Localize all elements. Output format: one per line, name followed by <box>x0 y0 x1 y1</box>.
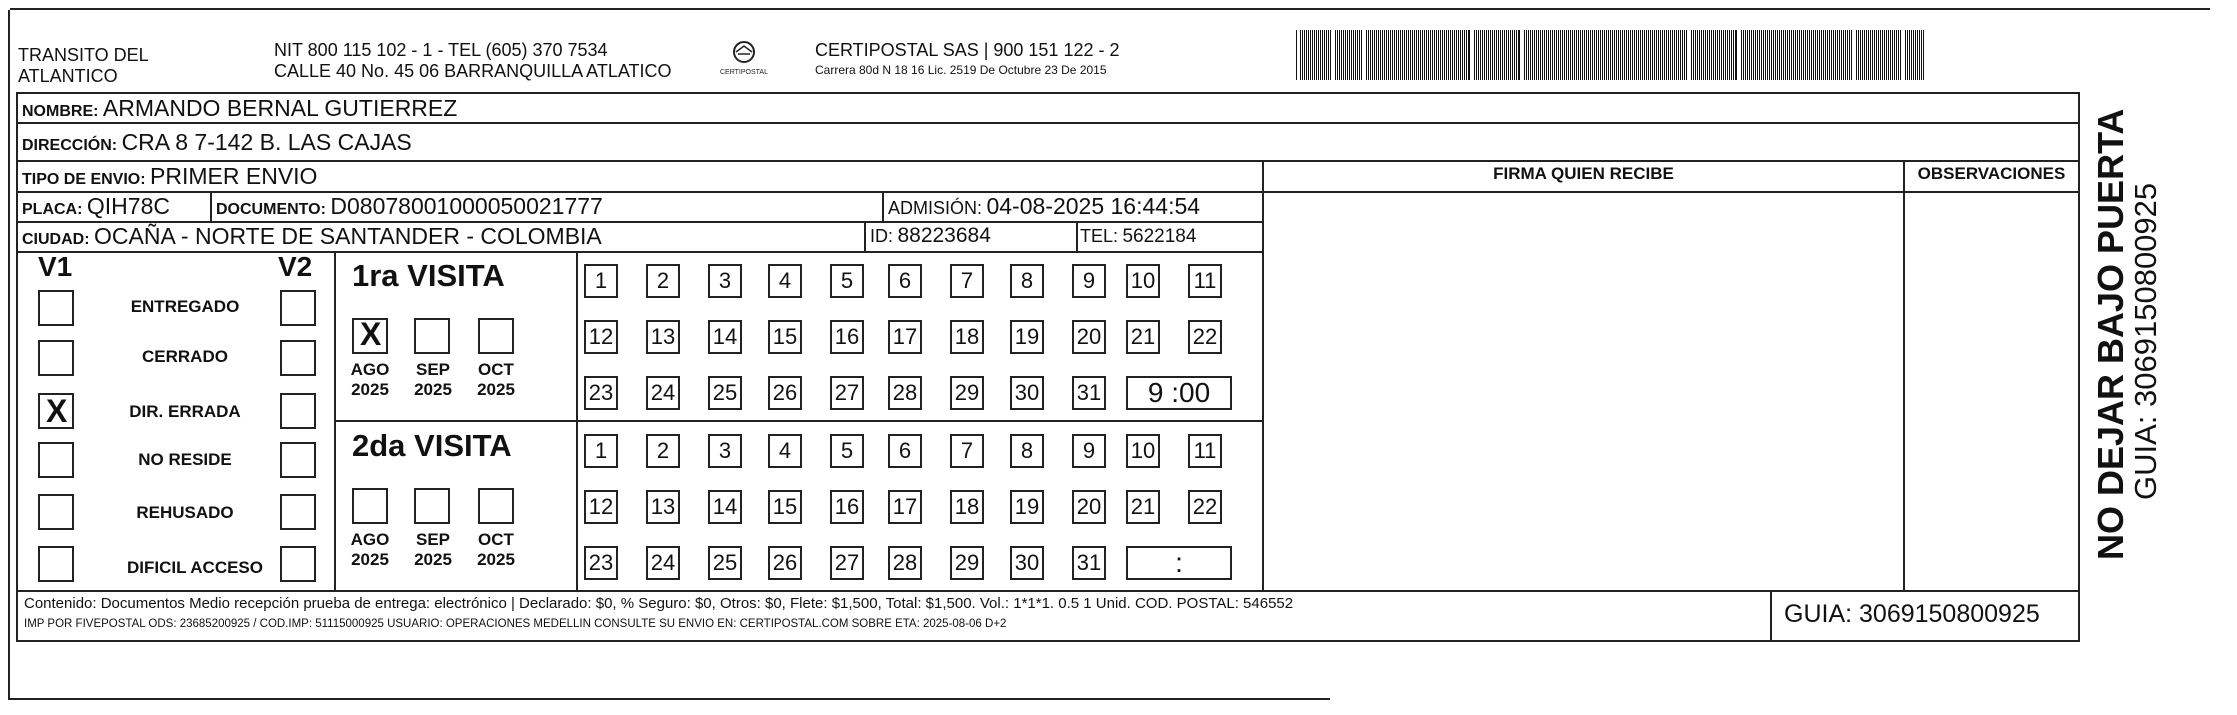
id-label: ID: <box>870 226 894 246</box>
first-month-ago-mark: X <box>360 316 382 352</box>
documento-label: DOCUMENTO: <box>216 201 326 218</box>
firma-left-border <box>1262 160 1264 592</box>
placa-label: PLACA: <box>22 201 83 218</box>
first-month-sep-label: SEP 2025 <box>414 360 452 399</box>
second-day-11[interactable]: 11 <box>1188 434 1222 468</box>
placa-value: QIH78C <box>86 193 170 219</box>
v1-dir-errada-checkbox[interactable] <box>38 393 74 429</box>
state-dificil-acceso: DIFICIL ACCESO <box>126 558 263 577</box>
first-day-5[interactable]: 5 <box>830 264 864 298</box>
admision-label: ADMISIÓN: <box>888 198 983 218</box>
first-day-26[interactable]: 26 <box>768 376 802 410</box>
second-day-30[interactable]: 30 <box>1010 546 1044 580</box>
state-dir-errada: DIR. ERRADA <box>129 402 241 421</box>
second-day-4[interactable]: 4 <box>768 434 802 468</box>
first-day-4[interactable]: 4 <box>768 264 802 298</box>
tel-label: TEL: <box>1080 226 1119 246</box>
v2-header: V2 <box>278 251 313 282</box>
first-day-30[interactable]: 30 <box>1010 376 1044 410</box>
second-day-7[interactable]: 7 <box>950 434 984 468</box>
second-day-24[interactable]: 24 <box>646 546 680 580</box>
second-day-9[interactable]: 9 <box>1072 434 1106 468</box>
side-guia: GUIA: 3069150800925 <box>2128 182 2163 500</box>
first-month-oct-checkbox[interactable] <box>478 318 514 354</box>
second-month-sep-label: SEP 2025 <box>414 530 452 569</box>
first-day-10[interactable]: 10 <box>1126 264 1160 298</box>
v1-header: V1 <box>38 251 73 282</box>
tel-value: 5622184 <box>1122 226 1197 247</box>
second-day-5[interactable]: 5 <box>830 434 864 468</box>
first-day-9[interactable]: 9 <box>1072 264 1106 298</box>
second-day-10[interactable]: 10 <box>1126 434 1160 468</box>
second-day-14[interactable]: 14 <box>708 490 742 524</box>
left-edge <box>8 10 10 700</box>
certipostal-logo <box>714 40 774 84</box>
sender-name: TRANSITO DEL ATLANTICO <box>18 45 149 86</box>
second-day-6[interactable]: 6 <box>888 434 922 468</box>
footer-guia: GUIA: 3069150800925 <box>1784 600 2040 628</box>
second-month-ago-checkbox[interactable] <box>352 488 388 524</box>
first-day-1[interactable]: 1 <box>584 264 618 298</box>
first-day-20[interactable]: 20 <box>1072 320 1106 354</box>
first-day-2[interactable]: 2 <box>646 264 680 298</box>
second-day-31[interactable]: 31 <box>1072 546 1106 580</box>
first-day-6[interactable]: 6 <box>888 264 922 298</box>
footer-guia-separator <box>1770 590 1772 641</box>
v1-dificil-acceso-checkbox[interactable] <box>38 546 74 582</box>
ciudad-field <box>22 222 602 254</box>
tel-separator <box>1076 221 1078 251</box>
admision-field <box>888 192 1200 224</box>
first-day-18[interactable]: 18 <box>950 320 984 354</box>
firma-header: FIRMA QUIEN RECIBE <box>1493 164 1674 183</box>
second-month-oct-checkbox[interactable] <box>478 488 514 524</box>
v2-no-reside-checkbox[interactable] <box>280 442 316 478</box>
v2-dificil-acceso-checkbox[interactable] <box>280 546 316 582</box>
tel-field <box>1080 222 1196 252</box>
admision-value: 04-08-2025 16:44:54 <box>986 193 1201 219</box>
v1-no-reside-checkbox[interactable] <box>38 442 74 478</box>
state-cerrado: CERRADO <box>142 347 228 366</box>
second-time-box[interactable]: : <box>1126 546 1232 580</box>
svg-text:CERTIPOSTAL: CERTIPOSTAL <box>720 69 768 76</box>
nombre-label: NOMBRE: <box>22 103 99 120</box>
row-line-2 <box>16 160 2080 162</box>
second-month-sep-checkbox[interactable] <box>414 488 450 524</box>
id-field <box>870 222 991 252</box>
first-day-28[interactable]: 28 <box>888 376 922 410</box>
second-month-oct-label: OCT 2025 <box>477 530 515 569</box>
second-day-21[interactable]: 21 <box>1126 490 1160 524</box>
first-day-7[interactable]: 7 <box>950 264 984 298</box>
barcode <box>1296 30 1926 80</box>
id-value: 88223684 <box>897 224 991 247</box>
v2-dir-errada-checkbox[interactable] <box>280 393 316 429</box>
first-day-8[interactable]: 8 <box>1010 264 1044 298</box>
second-day-16[interactable]: 16 <box>830 490 864 524</box>
second-day-28[interactable]: 28 <box>888 546 922 580</box>
second-day-18[interactable]: 18 <box>950 490 984 524</box>
v2-entregado-checkbox[interactable] <box>280 290 316 326</box>
second-day-13[interactable]: 13 <box>646 490 680 524</box>
first-day-22[interactable]: 22 <box>1188 320 1222 354</box>
second-day-17[interactable]: 17 <box>888 490 922 524</box>
tipo-envio-value: PRIMER ENVIO <box>150 163 318 189</box>
first-day-19[interactable]: 19 <box>1010 320 1044 354</box>
first-day-11[interactable]: 11 <box>1188 264 1222 298</box>
first-time-box[interactable]: 9 :00 <box>1126 376 1232 410</box>
documento-value: D08078001000050021777 <box>330 193 603 219</box>
second-day-20[interactable]: 20 <box>1072 490 1106 524</box>
direccion-value: CRA 8 7-142 B. LAS CAJAS <box>121 129 412 155</box>
first-month-oct-label: OCT 2025 <box>477 360 515 399</box>
state-no-reside: NO RESIDE <box>138 450 232 469</box>
state-rehusado: REHUSADO <box>136 503 234 522</box>
footer-imp-line: IMP POR FIVEPOSTAL ODS: 23685200925 / COD.IMP: 51115000925 USUARIO: OPERACIONES MEDELLIN CONSULTE SU ENVIO EN: CERTIPOSTAL.COM SOBRE ETA: 2025-08-06 D+2 <box>24 618 1007 630</box>
no-dejar-bajo-puerta: NO DEJAR BAJO PUERTA <box>2090 108 2131 560</box>
first-day-13[interactable]: 13 <box>646 320 680 354</box>
first-day-31[interactable]: 31 <box>1072 376 1106 410</box>
second-day-25[interactable]: 25 <box>708 546 742 580</box>
admision-separator <box>882 191 884 221</box>
first-day-15[interactable]: 15 <box>768 320 802 354</box>
bottom-edge <box>10 698 1330 700</box>
second-day-19[interactable]: 19 <box>1010 490 1044 524</box>
first-visit-title: 1ra VISITA <box>352 258 505 293</box>
second-day-23[interactable]: 23 <box>584 546 618 580</box>
first-day-14[interactable]: 14 <box>708 320 742 354</box>
id-separator <box>864 221 866 251</box>
state-entregado: ENTREGADO <box>130 297 240 316</box>
placa-separator <box>210 191 212 221</box>
v2-cerrado-checkbox[interactable] <box>280 340 316 376</box>
courier-info: CERTIPOSTAL SAS | 900 151 122 - 2 Carrera 80d N 18 16 Lic. 2519 De Octubre 23 De 2015 <box>815 40 1120 77</box>
second-day-27[interactable]: 27 <box>830 546 864 580</box>
tipo-envio-label: TIPO DE ENVIO: <box>22 171 146 188</box>
nombre-value: ARMANDO BERNAL GUTIERREZ <box>102 95 458 121</box>
observaciones-header: OBSERVACIONES <box>1917 164 2066 183</box>
documento-field <box>216 192 603 224</box>
first-day-17[interactable]: 17 <box>888 320 922 354</box>
second-day-26[interactable]: 26 <box>768 546 802 580</box>
second-visit-title: 2da VISITA <box>352 428 512 463</box>
v1-dir-errada-mark: X <box>46 393 68 429</box>
placa-field <box>22 192 170 224</box>
first-day-3[interactable]: 3 <box>708 264 742 298</box>
footer-content-line: Contenido: Documentos Medio recepción prueba de entrega: electrónico | Declarado: $0, % Seguro: $0, Otros: $0, Flete: $1,500, Total: $1,500. Vol.: 1*1*1. 0.5 1 Unid. COD. POSTAL: 546552 <box>24 595 1294 612</box>
first-day-16[interactable]: 16 <box>830 320 864 354</box>
ciudad-label: CIUDAD: <box>22 231 90 248</box>
first-day-24[interactable]: 24 <box>646 376 680 410</box>
form-left-border <box>16 92 18 642</box>
v1-entregado-checkbox[interactable] <box>38 290 74 326</box>
v2-rehusado-checkbox[interactable] <box>280 494 316 530</box>
second-day-29[interactable]: 29 <box>950 546 984 580</box>
direccion-row <box>22 128 412 160</box>
first-day-25[interactable]: 25 <box>708 376 742 410</box>
first-month-ago-label: AGO 2025 <box>350 360 390 399</box>
second-month-ago-label: AGO 2025 <box>350 530 390 569</box>
second-day-1[interactable]: 1 <box>584 434 618 468</box>
v1-rehusado-checkbox[interactable] <box>38 494 74 530</box>
v1-cerrado-checkbox[interactable] <box>38 340 74 376</box>
top-edge-left <box>10 8 2210 10</box>
visit-divider <box>336 420 1262 422</box>
second-day-8[interactable]: 8 <box>1010 434 1044 468</box>
first-day-29[interactable]: 29 <box>950 376 984 410</box>
observaciones-left-border <box>1903 160 1905 592</box>
first-day-12[interactable]: 12 <box>584 320 618 354</box>
first-day-27[interactable]: 27 <box>830 376 864 410</box>
first-day-21[interactable]: 21 <box>1126 320 1160 354</box>
second-day-22[interactable]: 22 <box>1188 490 1222 524</box>
form-right-border <box>2078 92 2080 642</box>
ciudad-value: OCAÑA - NORTE DE SANTANDER - COLOMBIA <box>94 223 602 249</box>
second-day-12[interactable]: 12 <box>584 490 618 524</box>
second-day-2[interactable]: 2 <box>646 434 680 468</box>
second-day-15[interactable]: 15 <box>768 490 802 524</box>
first-day-23[interactable]: 23 <box>584 376 618 410</box>
nombre-row <box>22 94 457 126</box>
direccion-label: DIRECCIÓN: <box>22 137 118 154</box>
first-month-sep-checkbox[interactable] <box>414 318 450 354</box>
sender-info: NIT 800 115 102 - 1 - TEL (605) 370 7534 CALLE 40 No. 45 06 BARRANQUILLA ATLATICO <box>274 40 672 81</box>
first-month-ago-checkbox[interactable] <box>352 318 388 354</box>
second-day-3[interactable]: 3 <box>708 434 742 468</box>
tipo-envio-row <box>22 162 317 194</box>
